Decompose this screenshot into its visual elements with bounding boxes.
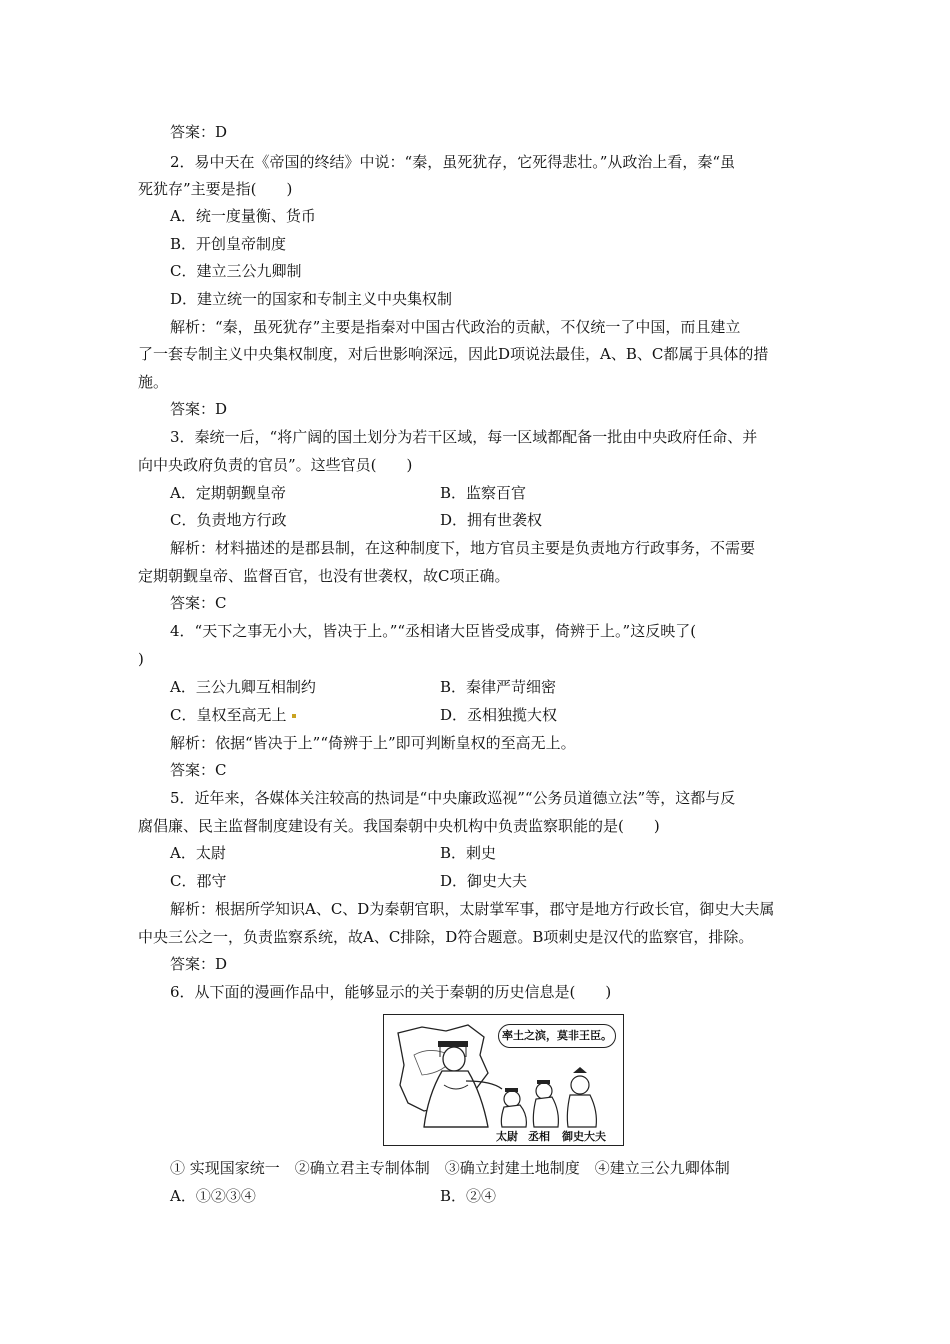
- q6-option-b: B．②④: [440, 1187, 497, 1205]
- q5-option-c: C．郡守: [170, 872, 227, 890]
- q3-stem-line2: 向中央政府负责的官员”。这些官员( ): [138, 456, 413, 474]
- q2-option-b: B．开创皇帝制度: [170, 235, 287, 253]
- q2-option-d: D．建立统一的国家和专制主义中央集权制: [170, 290, 453, 308]
- q2-analysis-line2: 了一套专制主义中央集权制度，对后世影响深远，因此D项说法最佳，A、B、C都属于具体的措: [138, 345, 769, 363]
- cartoon-label-yushidafu: 御史大夫: [562, 1130, 606, 1143]
- q5-stem-line2: 腐倡廉、民主监督制度建设有关。我国秦朝中央机构中负责监察职能的是( ): [138, 817, 660, 835]
- q4-answer: 答案：C: [170, 761, 227, 779]
- q2-analysis-line1: 解析：“秦，虽死犹存”主要是指秦对中国古代政治的贡献，不仅统一了中国，而且建立: [170, 318, 741, 336]
- q4-stem-line1: 4．“天下之事无小大，皆决于上。”“丞相诸大臣皆受成事，倚辨于上。”这反映了(: [170, 622, 697, 640]
- q4-option-d: D．丞相独揽大权: [440, 706, 558, 724]
- speech-bubble: 率土之滨，莫非王臣。: [498, 1024, 616, 1048]
- q6-items: ① 实现国家统一 ②确立君主专制体制 ③确立封建土地制度 ④建立三公九卿体制: [170, 1159, 730, 1177]
- emperor-robe: [424, 1071, 488, 1127]
- qin-court-cartoon: [383, 1014, 624, 1146]
- q2-stem-line1: 2．易中天在《帝国的终结》中说：“秦，虽死犹存，它死得悲壮。”从政治上看，秦“虽: [170, 153, 736, 171]
- q5-stem-line1: 5．近年来，各媒体关注较高的热词是“中央廉政巡视”“公务员道德立法”等，这都与反: [170, 789, 736, 807]
- cartoon-label-chengxiang: 丞相: [528, 1130, 550, 1143]
- cartoon-label-taiwei: 太尉: [496, 1130, 518, 1143]
- official-chengxiang: [533, 1080, 558, 1127]
- official-taiwei: [501, 1088, 526, 1127]
- q5-analysis-line2: 中央三公之一，负责监察系统，故A、C排除，D符合题意。B项刺史是汉代的监察官，排除。: [138, 928, 754, 946]
- q3-option-c: C．负责地方行政: [170, 511, 287, 529]
- q6-option-a: A．①②③④: [170, 1187, 256, 1205]
- emperor-head: [443, 1047, 465, 1071]
- q5-option-d: D．御史大夫: [440, 872, 528, 890]
- q3-option-a: A．定期朝觐皇帝: [170, 484, 286, 502]
- q6-stem: 6．从下面的漫画作品中，能够显示的关于秦朝的历史信息是( ): [170, 983, 612, 1001]
- q5-option-a: A．太尉: [170, 844, 226, 862]
- q2-answer: 答案：D: [170, 400, 228, 418]
- emperor-crown: [438, 1041, 468, 1047]
- q3-stem-line1: 3．秦统一后，“将广阔的国土划分为若干区域，每一区域都配备一批由中央政府任命、并: [170, 428, 758, 446]
- q4-option-c: C．皇权至高无上: [170, 706, 287, 724]
- q2-option-a: A．统一度量衡、货币: [170, 207, 316, 225]
- q4-option-a: A．三公九卿互相制约: [170, 678, 316, 696]
- q2-analysis-line3: 施。: [138, 373, 169, 391]
- q4-option-b: B．秦律严苛细密: [440, 678, 557, 696]
- q3-option-d: D．拥有世袭权: [440, 511, 543, 529]
- q5-answer: 答案：D: [170, 955, 228, 973]
- q3-answer: 答案：C: [170, 594, 227, 612]
- q4-stem-line2: ): [138, 650, 144, 668]
- q3-option-b: B．监察百官: [440, 484, 527, 502]
- q1-answer: 答案：D: [170, 123, 228, 141]
- q5-option-b: B．刺史: [440, 844, 497, 862]
- q4-analysis-line1: 解析：依据“皆决于上”“倚辨于上”即可判断皇权的至高无上。: [170, 734, 576, 752]
- official-yushidafu: [567, 1067, 596, 1127]
- ink-dot-mark: [292, 714, 296, 718]
- q2-option-c: C．建立三公九卿制: [170, 262, 302, 280]
- q5-analysis-line1: 解析：根据所学知识A、C、D为秦朝官职，太尉掌军事，郡守是地方行政长官，御史大夫属: [170, 900, 775, 918]
- q2-stem-line2: 死犹存”主要是指( ): [138, 180, 293, 198]
- q4-option-c-row: [170, 705, 296, 725]
- q3-analysis-line1: 解析：材料描述的是郡县制，在这种制度下，地方官员主要是负责地方行政事务，不需要: [170, 539, 756, 557]
- q3-analysis-line2: 定期朝觐皇帝、监督百官，也没有世袭权，故C项正确。: [138, 567, 510, 585]
